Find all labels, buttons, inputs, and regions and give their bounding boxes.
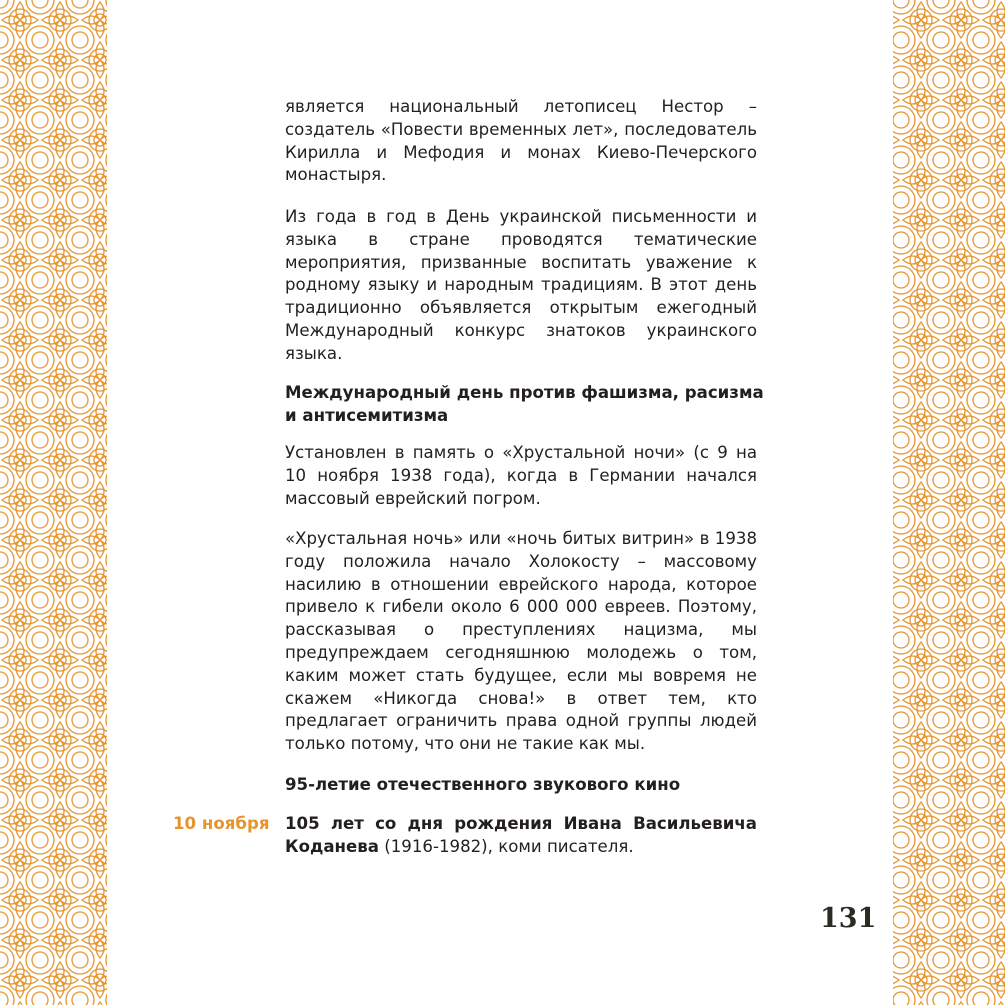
entry-title: 105 лет со дня рождения Ивана Васильевича Коданева xyxy=(285,814,757,856)
paragraph-nestor xyxy=(285,96,757,187)
paragraph-text: Из года в год в День украинской письменности и языка в стране проводятся тематические мероприятия, призванные воспитать уважение к родному языку и народным традициям. В этот день традиционно объявляется открытым ежегодный Международный конкурс знатоков украинского языка. xyxy=(285,207,757,363)
page-number: 131 xyxy=(820,903,877,934)
heading-sound-cinema: 95-летие отечественного звукового кино xyxy=(285,775,681,794)
ornament-pattern-right xyxy=(893,0,1005,1005)
paragraph-crystal-night xyxy=(285,442,757,510)
date-label: 10 ноября xyxy=(173,814,270,833)
paragraph-text: Установлен в память о «Хрустальной ночи» (с 9 на 10 ноября 1938 года), когда в Германии начался массовый еврейский погром. xyxy=(285,443,757,508)
paragraph-text: «Хрустальная ночь» или «ночь битых витрин» в 1938 году положила начало Холокосту – массовому насилию в отношении еврейского народа, которое привело к гибели около 6 000 000 евреев. Поэтому, рассказывая о преступлениях нацизма, мы предупреждаем сегодняшнюю молодежь о том, каким может стать будущее, если мы вовремя не скажем «Никогда снова!» в ответ тем, кто предлагает ограничить права одной группы людей только потому, что они не такие как мы. xyxy=(285,529,757,754)
heading-antifascism-day: Международный день против фашизма, расизма и антисемитизма xyxy=(285,383,764,425)
paragraph-ukrainian-language-day xyxy=(285,206,757,366)
entry-detail: (1916-1982), коми писателя. xyxy=(378,836,634,856)
entry-kodanev xyxy=(285,813,757,859)
paragraph-holocaust xyxy=(285,528,757,756)
ornament-pattern-left xyxy=(0,0,107,1005)
left-ornament-border xyxy=(0,0,107,1005)
paragraph-text: является национальный летописец Нестор – создатель «Повести временных лет», последователь Кирилла и Мефодия и монах Киево-Печерского монастыря. xyxy=(285,97,757,185)
right-ornament-border xyxy=(893,0,1005,1005)
